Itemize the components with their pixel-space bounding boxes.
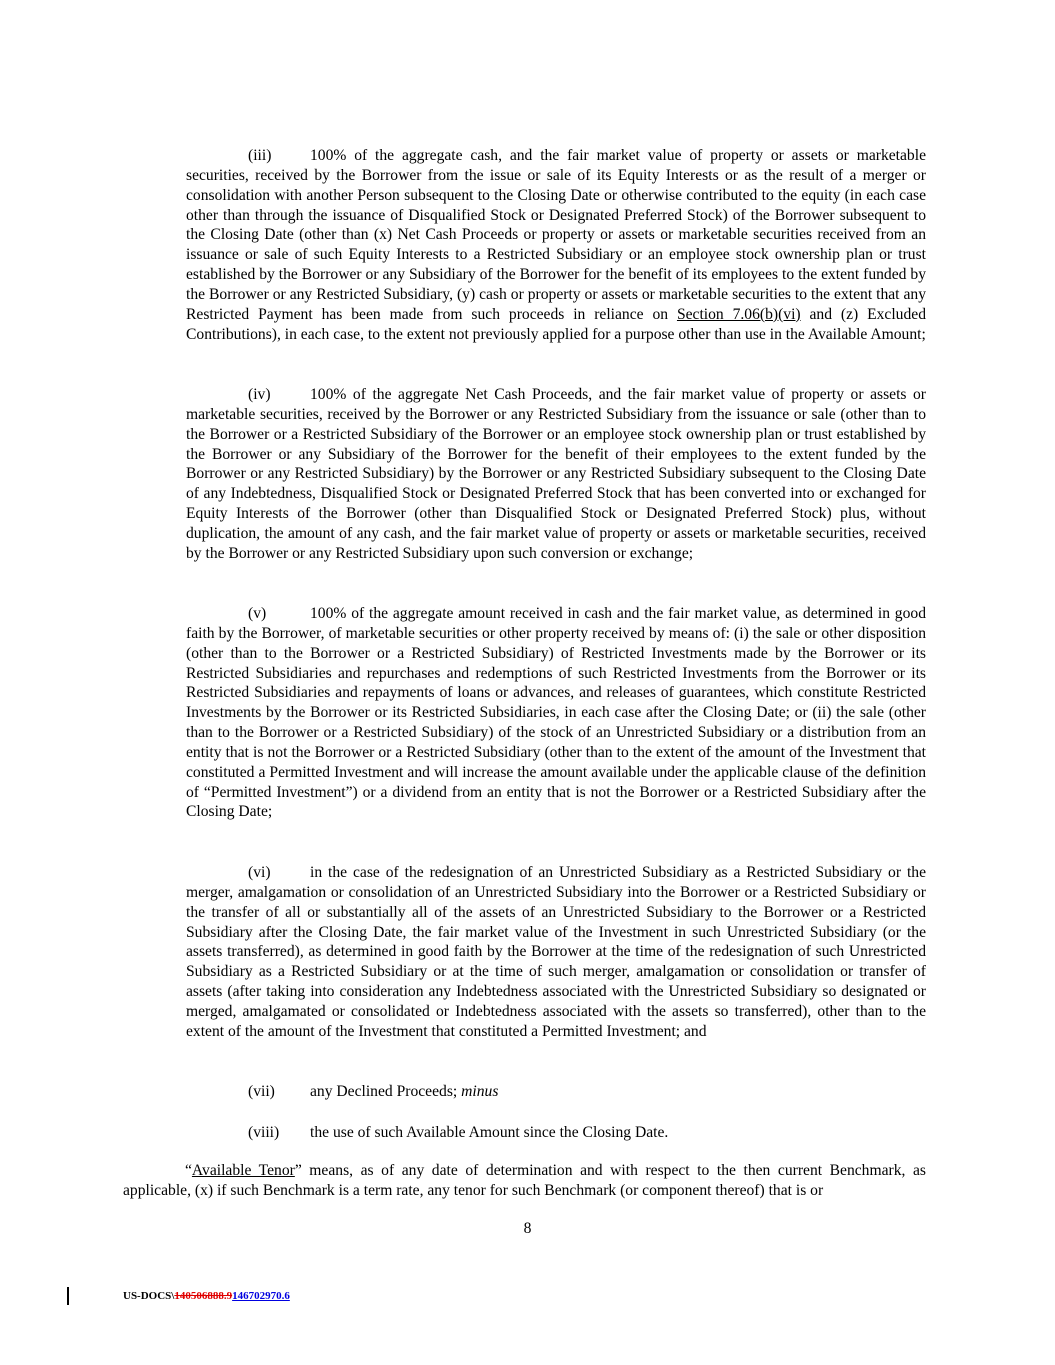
page-number: 8 (523, 1220, 532, 1237)
section-reference: Section 7.06(b)(vi) (676, 305, 801, 323)
clause-iv (186, 385, 926, 564)
clause-number: (iii) (248, 147, 272, 164)
clause-number: (viii) (248, 1124, 280, 1141)
clause-number: (v) (248, 605, 267, 622)
change-bar (67, 1287, 69, 1305)
clause-number: (vi) (248, 864, 271, 881)
clause-iii (186, 146, 926, 344)
clause-text: 100% of the aggregate amount received in cash and the fair market value, as determined in good faith by the Borrower, of marketable securities or other property received by means of: (i) the sale or other disposition (other than to the Borrower or a Restricted Subsidiary) of Restricted Investments made by the Borrower or its Restricted Subsidiaries and repurchases and redemptions of such Restricted Investments from the Borrower or its Restricted Subsidiaries and repayments of loans or advances, and releases of guarantees, which constitute Restricted Investments by the Borrower or its Restricted Subsidiaries, in each case after the Closing Date; or (ii) the sale (other than to the Borrower or a Restricted Subsidiary) of the stock of an Unrestricted Subsidiary or a distribution from an entity that is not the Borrower or a Restricted Subsidiary (other than to the extent of the amount of the Investment that constituted a Permitted Investment and will increase the amount available under the applicable clause of the definition of “Permitted Investment”) or a dividend from an entity that is not the Borrower or a Restricted Subsidiary after the Closing Date; (186, 605, 926, 821)
clause-number: (vii) (248, 1083, 275, 1100)
clause-vii (248, 1082, 498, 1102)
document-id-deleted: 140506888.9 (174, 1290, 233, 1302)
clause-viii (248, 1123, 668, 1143)
clause-text: in the case of the redesignation of an Unrestricted Subsidiary as a Restricted Subsidiary or the merger, amalgamation or consolidation of an Unrestricted Subsidiary into the Borrower or a Restricted Subsidiary or the transfer of all or substantially all of the assets of an Unrestricted Subsidiary to the Borrower or a Restricted Subsidiary after the Closing Date, the fair market value of the Investment in such Unrestricted Subsidiary (or the assets transferred), as determined in good faith by the Borrower at the time of the redesignation of such Unrestricted Subsidiary as a Restricted Subsidiary or at the time of such merger, amalgamation or consolidation or transfer of assets (after taking into consideration any Indebtedness associated with the Unrestricted Subsidiary so designated or merged, amalgamated or consolidated or Indebtedness associated with the assets so transferred), other than to the extent of the amount of the Investment that constituted a Permitted Investment; and (186, 864, 926, 1040)
document-id-prefix: US-DOCS\ (123, 1290, 175, 1302)
defined-term: Available Tenor (191, 1162, 295, 1179)
clause-vi (186, 863, 926, 1042)
clause-text: the use of such Available Amount since the Closing Date. (310, 1124, 669, 1141)
document-id (123, 1289, 290, 1303)
open-quote: “ (185, 1162, 192, 1179)
definition-available-tenor (123, 1161, 926, 1201)
clause-number: (iv) (248, 386, 271, 403)
definition-text: ” means, as of any date of determination and with respect to the then current Benchmark, as applicable, (x) if such Benchmark is a term rate, any tenor for such Benchmark (or component thereof) that is or (123, 1162, 926, 1199)
clause-v (186, 604, 926, 822)
clause-text: 100% of the aggregate Net Cash Proceeds, and the fair market value of property or assets or marketable securities, received by the Borrower or any Restricted Subsidiary from the issuance or sale (other than to the Borrower or a Restricted Subsidiary of the Borrower or an employee stock ownership plan or trust established by the Borrower or any Subsidiary of the Borrower for the benefit of their employees to the extent funded by the Borrower or any Restricted Subsidiary) by the Borrower or any Restricted Subsidiary subsequent to the Closing Date of any Indebtedness, Disqualified Stock or Designated Preferred Stock that has been converted into or exchanged for Equity Interests of the Borrower (other than Disqualified Stock or Designated Preferred Stock) plus, without duplication, the amount of any cash, and the fair market value of property or assets or marketable securities, received by the Borrower or any Restricted Subsidiary upon such conversion or exchange; (186, 386, 926, 562)
clause-text: any Declined Proceeds; (310, 1083, 462, 1100)
clause-text-continued: and (z) Excluded Contributions), in each case, to the extent not previously applied for a purpose other than use in the Available Amount; (186, 305, 926, 343)
document-id-inserted: 146702970.6 (232, 1290, 290, 1302)
clause-italic-word: minus (461, 1083, 499, 1100)
clause-text: 100% of the aggregate cash, and the fair market value of property or assets or marketable securities, received by the Borrower from the issue or sale of its Equity Interests or as the result of a merger or consolidation with another Person subsequent to the Closing Date or otherwise contributed to the equity (in each case other than through the issuance of Disqualified Stock or Designated Preferred Stock) of the Borrower subsequent to the Closing Date (other than (x) Net Cash Proceeds or property or assets or marketable securities received from an issuance or sale of such Equity Interests to a Restricted Subsidiary or an employee stock ownership plan or trust established by the Borrower or any Subsidiary of the Borrower for the benefit of its employees to the extent funded by the Borrower or any Restricted Subsidiary, (y) cash or property or assets or marketable securities to the extent that any Restricted Payment has been made from such proceeds in reliance on (186, 147, 926, 323)
